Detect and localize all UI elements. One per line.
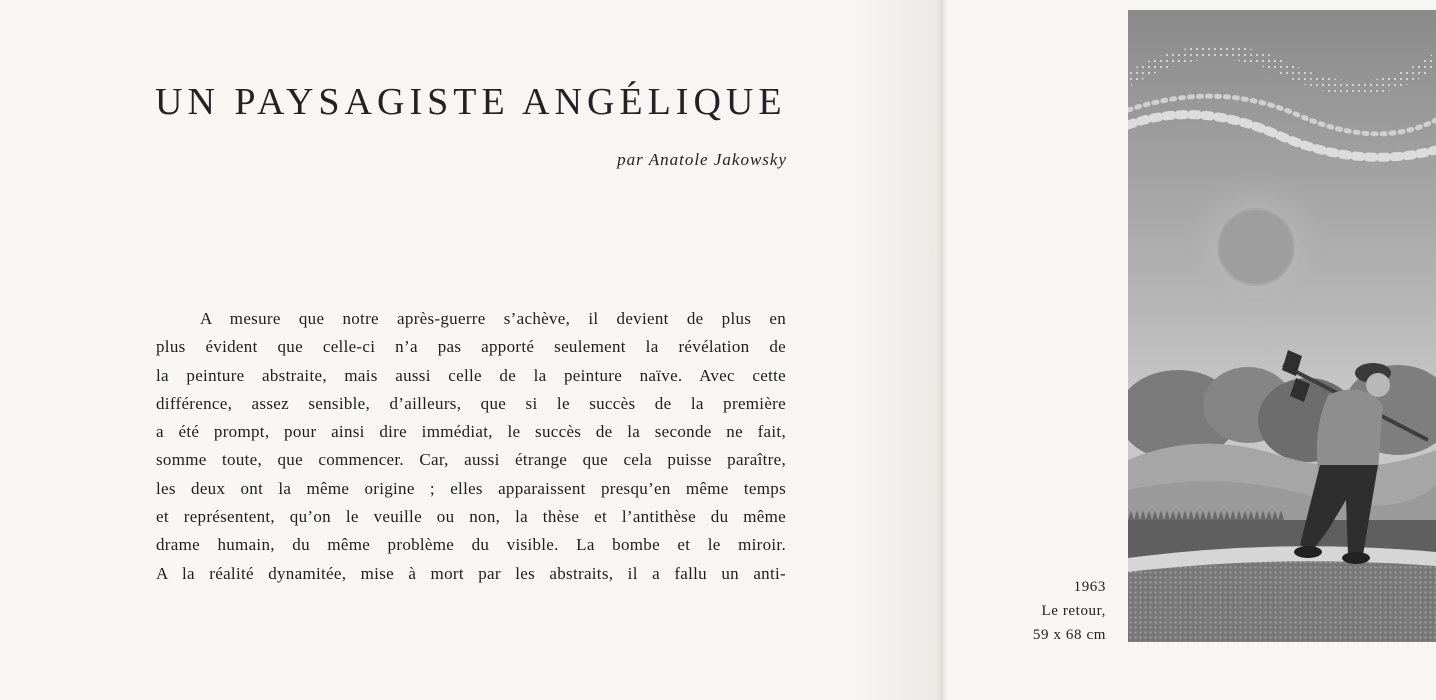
article-byline: par Anatole Jakowsky (617, 150, 787, 169)
coat (1317, 389, 1383, 470)
boot (1294, 546, 1322, 558)
caption-year: 1963 (1073, 579, 1106, 595)
paragraph-line: drame humain, du même problème du visible. La bombe et le miroir. (156, 535, 786, 555)
face (1366, 373, 1390, 397)
caption-dimensions: 59 x 68 cm (1032, 627, 1106, 643)
article-paragraph (156, 305, 786, 588)
painting-image (1128, 10, 1436, 642)
painting-caption (1010, 575, 1106, 647)
paragraph-line: A mesure que notre après-guerre s’achève, il devient de plus en (200, 309, 786, 328)
paragraph-line: somme toute, que commencer. Car, aussi étrange que cela puisse paraître, (156, 450, 786, 470)
painting-illustration (1128, 10, 1436, 642)
caption-title: Le retour, (1041, 603, 1106, 619)
paragraph-line: et représentent, qu’on le veuille ou non, la thèse et l’antithèse du même (156, 507, 786, 527)
article-title: UN PAYSAGISTE ANGÉLIQUE (155, 81, 787, 123)
paragraph-line: a été prompt, pour ainsi dire immédiat, le succès de la seconde ne fait, (156, 422, 786, 442)
boot (1342, 552, 1370, 564)
paragraph-line: les deux ont la même origine ; elles apparaissent presqu’en même temps (156, 478, 786, 498)
paragraph-line: A la réalité dynamitée, mise à mort par les abstraits, il a fallu un anti- (156, 563, 786, 583)
sun (1218, 209, 1294, 285)
paragraph-line: différence, assez sensible, d’ailleurs, que si le succès de la première (156, 393, 786, 413)
paragraph-line: plus évident que celle-ci n’a pas apporté seulement la révélation de (156, 337, 786, 357)
paragraph-line: la peinture abstraite, mais aussi celle de la peinture naïve. Avec cette (156, 365, 786, 385)
